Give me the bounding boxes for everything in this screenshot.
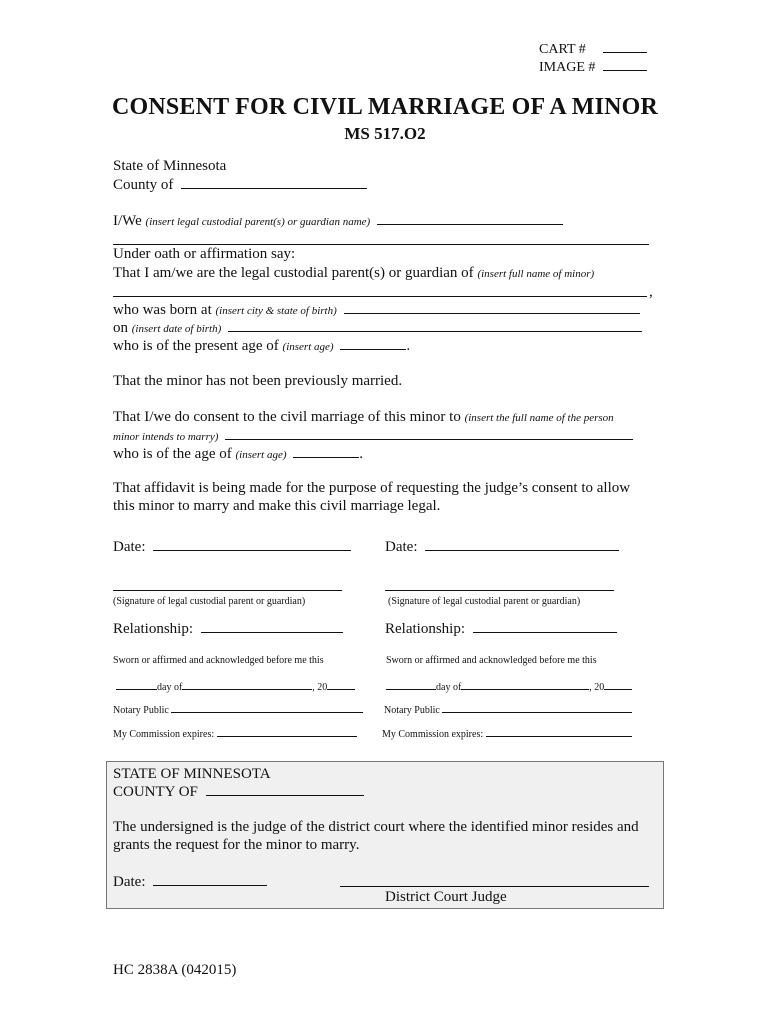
left-day-blank[interactable] — [116, 679, 157, 690]
left-signature-caption: (Signature of legal custodial parent or guardian) — [113, 596, 306, 607]
dob-blank[interactable] — [228, 319, 642, 332]
right-year-blank[interactable] — [604, 679, 632, 690]
left-signature-line[interactable] — [113, 590, 342, 591]
consent-hint: (insert the full name of the person — [464, 412, 614, 424]
page-subtitle: MS 517.O2 — [344, 124, 426, 143]
county-blank[interactable] — [181, 176, 367, 189]
left-year-blank[interactable] — [327, 679, 355, 690]
iwe-label: I/We — [113, 213, 142, 229]
age-label: who is of the present age of — [113, 338, 279, 354]
right-relationship-blank[interactable] — [473, 620, 617, 633]
left-commission-blank[interactable] — [217, 727, 357, 737]
left-notary-blank[interactable] — [171, 703, 363, 713]
not-married-line: That the minor has not been previously married. — [113, 373, 403, 389]
cart-label: CART # — [539, 42, 586, 57]
comma: , — [649, 284, 653, 300]
affidavit-line-2: this minor to marry and make this civil marriage legal. — [113, 498, 441, 514]
age-field: who is of the present age of (insert age) . — [113, 338, 411, 354]
left-date-field — [113, 538, 351, 556]
image-blank[interactable] — [603, 58, 647, 71]
left-notary-field: Notary Public — [113, 703, 363, 716]
judge-state-line: STATE OF MINNESOTA — [113, 766, 271, 782]
state-line: State of Minnesota — [113, 158, 227, 174]
right-signature-line[interactable] — [385, 590, 614, 591]
born-field — [113, 301, 640, 319]
guardian-line: That I am/we are the legal custodial parent(s) or guardian of (insert full name of minor) — [113, 265, 595, 281]
left-relationship-field — [113, 620, 343, 638]
dob-hint: (insert date of birth) — [131, 323, 222, 335]
left-date-label: Date: — [113, 539, 146, 555]
minor-name-blank[interactable] — [113, 296, 647, 297]
consent-hint-2: minor intends to marry) — [113, 431, 219, 443]
left-month-blank[interactable] — [182, 679, 312, 690]
right-signature-caption: (Signature of legal custodial parent or guardian) — [388, 596, 581, 607]
judge-date-blank[interactable] — [153, 873, 267, 886]
right-month-blank[interactable] — [461, 679, 589, 690]
spouse-age-field: who is of the age of (insert age) . — [113, 446, 363, 462]
judge-text-line-2: grants the request for the minor to marry. — [113, 837, 360, 853]
county-label: County of — [113, 177, 174, 193]
spouse-age-label: who is of the age of — [113, 446, 232, 462]
oath-line: Under oath or affirmation say: — [113, 246, 296, 262]
right-date-blank[interactable] — [425, 538, 619, 551]
spouse-name-blank[interactable] — [225, 427, 633, 440]
iwe-blank[interactable] — [377, 212, 563, 225]
left-commission-field: My Commission expires: — [113, 727, 357, 740]
right-commission-field: My Commission expires: — [382, 727, 632, 740]
image-field — [539, 58, 647, 76]
right-sworn-line: Sworn or affirmed and acknowledged before me this — [386, 655, 597, 666]
age-hint: (insert age) — [282, 341, 334, 353]
right-notary-blank[interactable] — [442, 703, 632, 713]
right-day-field: day of , 20 — [386, 679, 632, 693]
spouse-name-field — [113, 427, 633, 445]
judge-date-field — [113, 873, 267, 891]
affidavit-line-1: That affidavit is being made for the purpose of requesting the judge’s consent to allow — [113, 480, 631, 496]
spouse-age-hint: (insert age) — [235, 449, 287, 461]
right-date-label: Date: — [385, 539, 418, 555]
born-label: who was born at — [113, 302, 212, 318]
right-relationship-field — [385, 620, 617, 638]
judge-caption: District Court Judge — [385, 889, 507, 905]
age-blank[interactable] — [340, 337, 406, 350]
left-date-blank[interactable] — [153, 538, 351, 551]
form-code: HC 2838A (042015) — [113, 962, 237, 978]
right-relationship-label: Relationship: — [385, 621, 465, 637]
judge-county-blank[interactable] — [206, 783, 364, 796]
page-title: CONSENT FOR CIVIL MARRIAGE OF A MINOR — [111, 94, 659, 120]
right-commission-blank[interactable] — [486, 727, 632, 737]
iwe-hint: (insert legal custodial parent(s) or guardian name) — [145, 216, 371, 228]
spouse-age-blank[interactable] — [293, 445, 359, 458]
left-day-field: day of , 20 — [116, 679, 355, 693]
consent-line: That I/we do consent to the civil marriage of this minor to (insert the full name of the person — [113, 409, 614, 425]
image-label: IMAGE # — [539, 60, 596, 75]
judge-county-field — [113, 783, 364, 801]
judge-date-label: Date: — [113, 874, 146, 890]
county-field — [113, 176, 367, 194]
judge-county-label: COUNTY OF — [113, 784, 198, 800]
born-blank[interactable] — [344, 301, 640, 314]
left-relationship-blank[interactable] — [201, 620, 343, 633]
judge-text-line-1: The undersigned is the judge of the district court where the identified minor resides and — [113, 819, 639, 835]
cart-blank[interactable] — [603, 40, 647, 53]
iwe-field — [113, 212, 563, 230]
left-sworn-line: Sworn or affirmed and acknowledged before me this — [113, 655, 324, 666]
judge-signature-line[interactable] — [340, 886, 649, 887]
dob-field — [113, 319, 642, 337]
left-relationship-label: Relationship: — [113, 621, 193, 637]
right-date-field — [385, 538, 619, 556]
right-day-blank[interactable] — [386, 679, 436, 690]
iwe-blank-line-2[interactable] — [113, 244, 649, 245]
right-notary-field: Notary Public — [384, 703, 632, 716]
guardian-hint: (insert full name of minor) — [477, 268, 595, 280]
born-hint: (insert city & state of birth) — [215, 305, 337, 317]
cart-field — [539, 40, 647, 58]
on-label: on — [113, 320, 128, 336]
